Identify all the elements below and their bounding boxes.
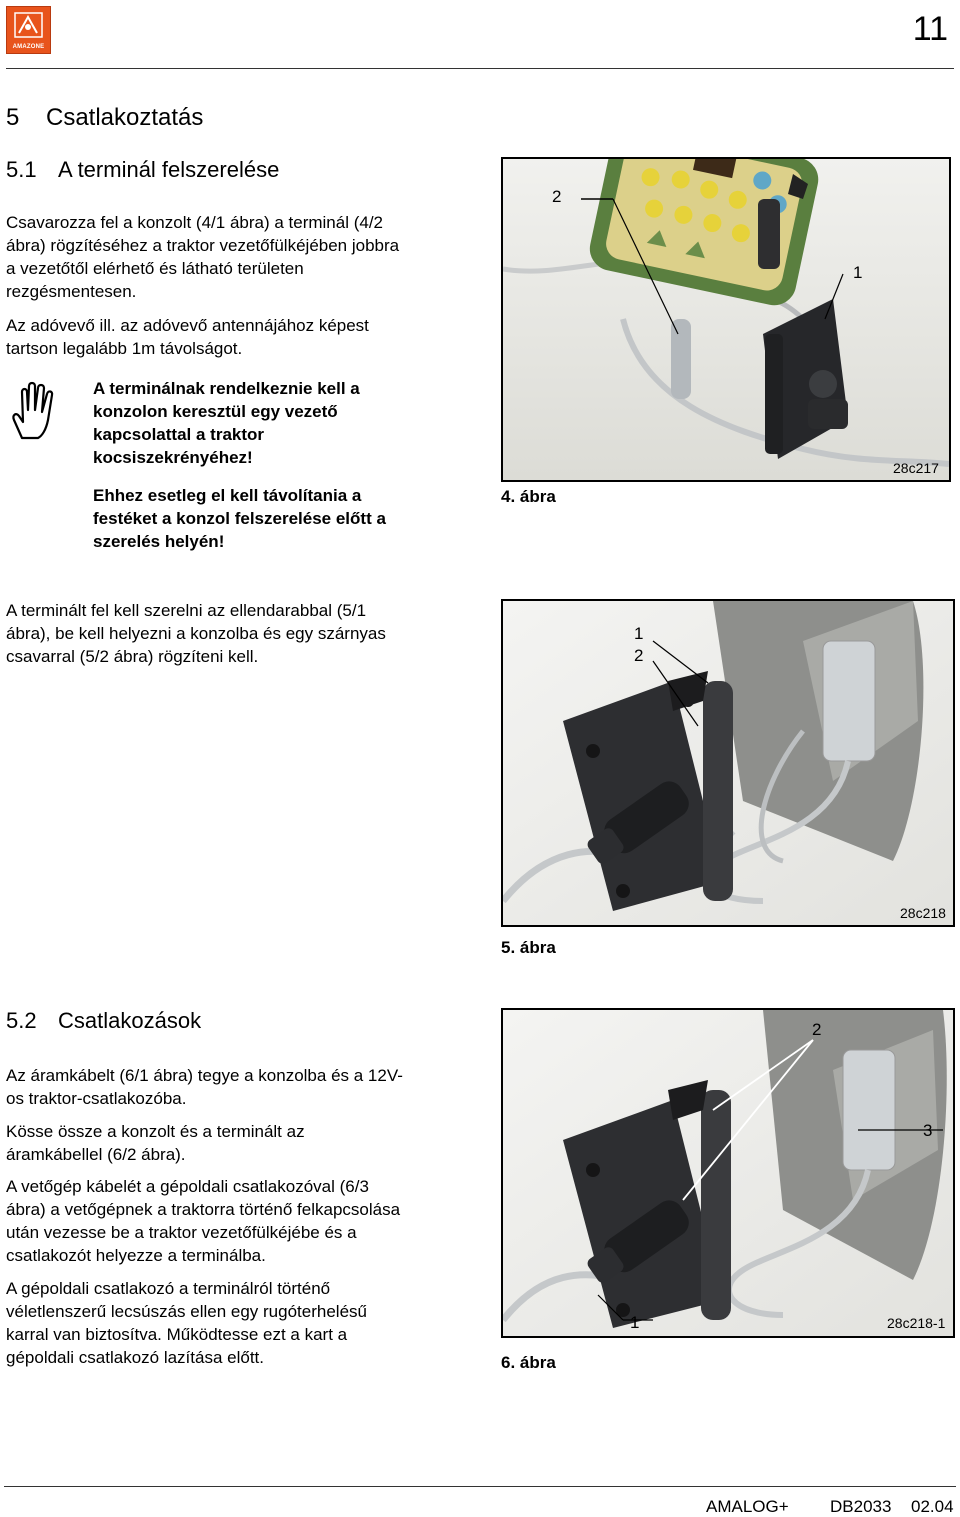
paragraph-machine-cable xyxy=(6,1175,476,1267)
text-line: rezgésmentesen. xyxy=(6,282,137,301)
text-line: csatlakozót helyezze a terminálba. xyxy=(6,1246,266,1265)
text-line: Ehhez esetleg el kell távolítania a xyxy=(93,486,362,505)
footer-date-text: 02.04 xyxy=(911,1497,954,1516)
text-line: A terminált fel kell szerelni az ellendarabbal (5/1 xyxy=(6,601,367,620)
figure-4-caption: 4. ábra xyxy=(501,487,556,506)
subsection-title-5-2: Csatlakozások xyxy=(58,1008,202,1033)
footer-doc-text: DB2033 xyxy=(830,1497,892,1516)
paragraph-terminal-mount xyxy=(6,599,476,668)
section-title: Csatlakoztatás xyxy=(46,104,204,131)
paragraph-mounting xyxy=(6,211,476,303)
text-line: tartson legalább 1m távolságot. xyxy=(6,339,243,358)
text-line: karral van biztosítva. Működtesse ezt a kart a xyxy=(6,1325,348,1344)
figure-5-photo xyxy=(501,599,955,927)
text-line: gépoldali csatlakozó lazítása előtt. xyxy=(6,1348,264,1367)
text-line: után vezesse be a traktor vezetőfülkéjébe és a xyxy=(6,1223,357,1242)
figure-4-label-2: 2 xyxy=(552,187,562,206)
figure-6-label-1: 1 xyxy=(630,1313,640,1332)
footer-doc xyxy=(830,1497,891,1517)
text-line: ábra), be kell helyezni a konzolba és egy szárnyas xyxy=(6,624,386,643)
figure-6-code: 28c218-1 xyxy=(887,1315,946,1331)
page-number: 11 xyxy=(912,10,948,48)
text-line: konzolon keresztül egy vezető xyxy=(93,402,338,421)
text-line: Csavarozza fel a konzolt (4/1 ábra) a terminál (4/2 xyxy=(6,213,384,232)
paragraph-connect xyxy=(6,1120,476,1166)
text-line: a vezetőtől elérhető és látható területen xyxy=(6,259,304,278)
text-line: A terminálnak rendelkeznie kell a xyxy=(93,379,360,398)
paragraph-power-cable xyxy=(6,1064,476,1110)
subsection-number-5-2: 5.2 xyxy=(6,1008,37,1033)
figure-4-photo xyxy=(501,157,951,482)
text-line: véletlenszerű lecsúszás ellen egy rugóterhelésű xyxy=(6,1302,367,1321)
text-line: festéket a konzol felszerelése előtt a xyxy=(93,509,386,528)
text-line: Az adóvevő ill. az adóvevő antennájához képest xyxy=(6,316,369,335)
header-divider xyxy=(6,68,954,69)
logo-emblem-icon xyxy=(7,7,50,43)
warning-paint xyxy=(93,484,473,553)
text-line: ábra) rögzítéséhez a traktor vezetőfülkéjében jobbra xyxy=(6,236,400,255)
figure-5-label-2: 2 xyxy=(634,646,644,665)
warning-grounding xyxy=(93,377,473,469)
amazone-logo xyxy=(6,6,51,54)
figure-6-caption: 6. ábra xyxy=(501,1353,556,1372)
hand-icon xyxy=(8,380,64,442)
text-line: Az áramkábelt (6/1 ábra) tegye a konzolba és a 12V- xyxy=(6,1066,403,1085)
text-line: szerelés helyén! xyxy=(93,532,225,551)
paragraph-spring-lever xyxy=(6,1277,476,1369)
text-line: ábra) a vetőgépnek a traktorra történő felkapcsolása xyxy=(6,1200,401,1219)
figure-6-label-3: 3 xyxy=(923,1121,933,1140)
figure-5-label-1: 1 xyxy=(634,624,644,643)
figure-5-caption: 5. ábra xyxy=(501,938,556,957)
section-number: 5 xyxy=(6,104,20,131)
text-line: A gépoldali csatlakozó a terminálról történő xyxy=(6,1279,331,1298)
paragraph-distance xyxy=(6,314,476,360)
figure-4-code: 28c217 xyxy=(893,460,939,476)
text-line: Kösse össze a konzolt és a terminált az xyxy=(6,1122,305,1141)
subsection-number-5-1: 5.1 xyxy=(6,157,37,182)
figure-4-label-1: 1 xyxy=(853,263,863,282)
figure-6-photo xyxy=(501,1008,955,1338)
figure-5-code: 28c218 xyxy=(900,905,946,921)
logo-text: AMAZONE xyxy=(12,44,45,50)
footer-date xyxy=(911,1497,954,1517)
text-line: kocsiszekrényéhez! xyxy=(93,448,253,467)
subsection-title-5-1: A terminál felszerelése xyxy=(58,157,280,182)
footer-product xyxy=(706,1497,789,1517)
text-line: os traktor-csatlakozóba. xyxy=(6,1089,187,1108)
figure-6-label-2: 2 xyxy=(812,1020,822,1039)
text-line: kapcsolattal a traktor xyxy=(93,425,265,444)
text-line: csavarral (5/2 ábra) rögzíteni kell. xyxy=(6,647,259,666)
text-line: A vetőgép kábelét a gépoldali csatlakozóval (6/3 xyxy=(6,1177,369,1196)
footer-product-text: AMALOG+ xyxy=(706,1497,789,1516)
text-line: áramkábellel (6/2 ábra). xyxy=(6,1145,186,1164)
footer-divider xyxy=(4,1486,956,1487)
